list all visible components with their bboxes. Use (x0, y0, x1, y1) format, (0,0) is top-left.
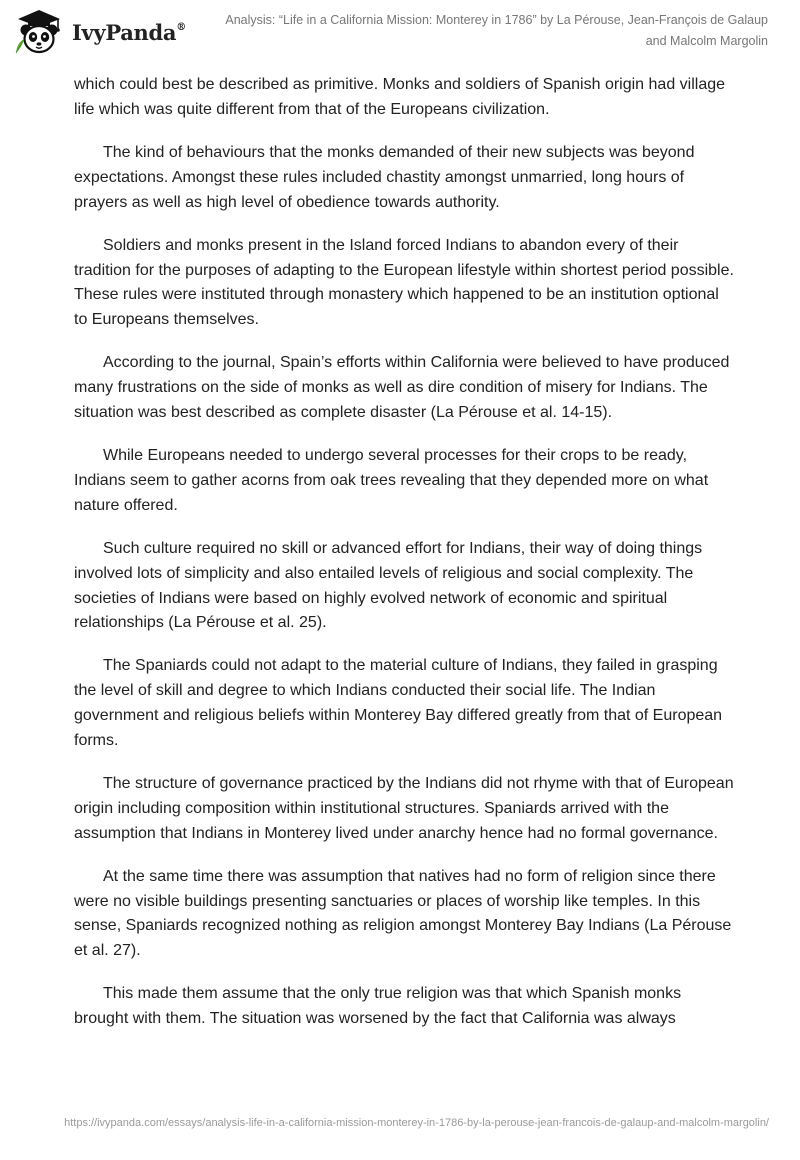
source-url[interactable]: https://ivypanda.com/essays/analysis-life-in-a-california-mission-monterey-in-1786-by-la-perouse-jean-francois-de-galaup-and-malcolm-margolin/ (64, 1117, 769, 1129)
paragraph: The Spaniards could not adapt to the material culture of Indians, they failed in grasping the level of skill and degree to which Indians conducted their social life. The Indian government and religious beliefs within Monterey Bay differed greatly from that of European forms. (74, 657, 723, 749)
document-title: Analysis: “Life in a California Mission: Monterey in 1786” by La Pérouse, Jean-François de Galaup and Malcolm Margolin (225, 13, 768, 48)
paragraph: This made them assume that the only true religion was that which Spanish monks brought with them. The situation was worsened by the fact that California was always (74, 985, 682, 1028)
panda-graduate-icon (13, 9, 65, 55)
paragraph: While Europeans needed to undergo several processes for their crops to be ready, Indians seem to gather acorns from oak trees revealing that they depended more on what nature offered. (74, 447, 709, 514)
page-header (0, 0, 800, 70)
paragraph: The kind of behaviours that the monks demanded of their new subjects was beyond expectations. Amongst these rules included chastity amongst unmarried, long hours of prayers as well as high level of obedience towards authority. (74, 143, 695, 211)
paragraph: According to the journal, Spain’s efforts within California were believed to have produced many frustrations on the side of monks as well as dire condition of misery for Indians. The situation was best described as complete disaster (La Pérouse et al. 14-15). (74, 354, 730, 421)
ivypanda-logo[interactable] (13, 9, 186, 55)
registered-mark: ® (176, 21, 186, 33)
essay-body (74, 73, 734, 1050)
paragraph: At the same time there was assumption that natives had no form of religion since there were no visible buildings presenting sanctuaries or places of worship like temples. In this sense, Spaniards recognized nothing as religion amongst Monterey Bay Indians (La Pérouse et al. 27). (74, 867, 732, 960)
logo-wordmark (72, 20, 186, 45)
paragraph: which could best be described as primitive. Monks and soldiers of Spanish origin had village life which was quite different from that of the Europeans civilization. (74, 76, 726, 118)
paragraph: Soldiers and monks present in the Island forced Indians to abandon every of their tradition for the purposes of adapting to the European lifestyle within shortest period possible. These rules were instituted through monastery which happened to be an institution optional to Europeans themselves. (74, 236, 734, 329)
paragraph: Such culture required no skill or advanced effort for Indians, their way of doing things involved lots of simplicity and also entailed levels of religious and social complexity. The societies of Indians were based on highly evolved network of economic and spiritual relationships (La Pérouse et al. 25). (74, 539, 703, 632)
logo-text: IvyPanda (72, 19, 177, 45)
paragraph: The structure of governance practiced by the Indians did not rhyme with that of European origin including composition within institutional structures. Spaniards arrived with the assumption that Indians in Monterey lived under anarchy hence had no formal governance. (74, 775, 734, 842)
